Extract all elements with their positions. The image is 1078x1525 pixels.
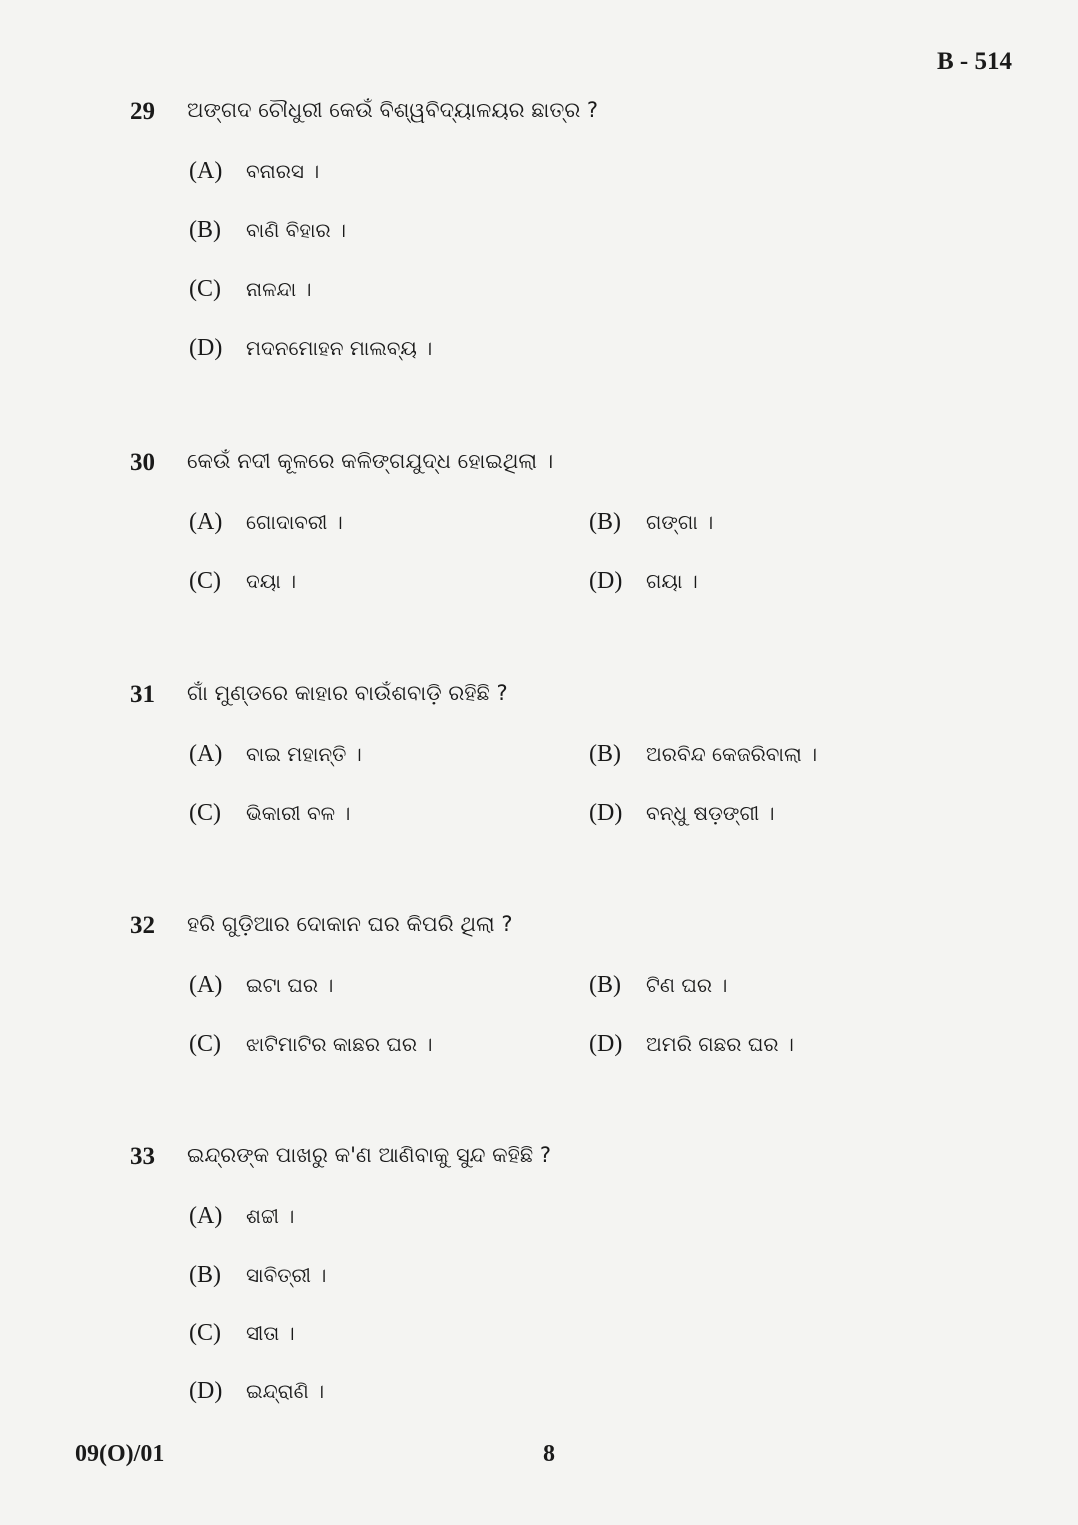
option-text: ବାଇ ମହାନ୍ତି ।	[246, 742, 362, 766]
exam-code: 09(O)/01	[75, 1441, 165, 1467]
option-label: (C)	[189, 568, 221, 594]
option-text: ନାଳନ୍ଦା ।	[246, 277, 312, 301]
option-text: ଅରବିନ୍ଦ କେଜରିବାଲା ।	[646, 742, 818, 766]
question-text: ହରି ଗୁଡ଼ିଆର ଦୋକାନ ଘର କିପରି ଥିଲା ?	[187, 912, 513, 936]
option-label: (D)	[589, 1031, 623, 1057]
option-text: ଦୟା ।	[246, 569, 297, 593]
option-text: ଭିକାରୀ ବଳ ।	[246, 801, 351, 825]
option-label: (B)	[589, 972, 621, 998]
option-text: ବନ୍ଧୁ ଷଡ଼ଙ୍ଗୀ ।	[646, 801, 775, 825]
option-label: (B)	[189, 1262, 221, 1288]
option-text: ମଦନମୋହନ ମାଲବ୍ୟ ।	[246, 336, 433, 360]
option-label: (C)	[189, 800, 221, 826]
option-label: (B)	[189, 217, 221, 243]
option-label: (D)	[189, 1378, 223, 1404]
option-text: ଅମରି ଗଛର ଘର ।	[646, 1032, 794, 1056]
option-label: (A)	[189, 741, 223, 767]
option-label: (A)	[189, 509, 223, 535]
question-text: ଇନ୍ଦ୍ରଙ୍କ ପାଖରୁ କ'ଣ ଆଣିବାକୁ ସୁନ୍ଦ କହିଛି ?	[187, 1143, 552, 1167]
option-label: (C)	[189, 1320, 221, 1346]
option-label: (C)	[189, 276, 221, 302]
option-text: ଇନ୍ଦ୍ରାଣି ।	[246, 1379, 325, 1403]
question-text: ଗାଁ ମୁଣ୍ଡରେ କାହାର ବାଉଁଶବାଡ଼ି ରହିଛି ?	[187, 681, 508, 705]
option-label: (B)	[589, 509, 621, 535]
option-text: ସାବିତ୍ରୀ ।	[246, 1263, 327, 1287]
option-label: (D)	[189, 335, 223, 361]
option-label: (A)	[189, 158, 223, 184]
option-text: ଝାଟିମାଟିର କାଛର ଘର ।	[246, 1032, 433, 1056]
option-text: ଗଙ୍ଗା ।	[646, 510, 714, 534]
question-number: 29	[130, 98, 155, 125]
question-number: 30	[130, 449, 155, 476]
question-number: 31	[130, 681, 155, 708]
option-text: ବନାରସ ।	[246, 159, 320, 183]
paper-code: B - 514	[937, 48, 1012, 75]
option-text: ଶଚ୍ଚୀ ।	[246, 1204, 295, 1228]
question-text: ଅଙ୍ଗଦ ଚୌଧୁରୀ କେଉଁ ବିଶ୍ୱବିଦ୍ୟାଳୟର ଛାତ୍ର ?	[187, 98, 599, 122]
page-number: 8	[543, 1441, 555, 1467]
option-label: (D)	[589, 800, 623, 826]
option-label: (A)	[189, 1203, 223, 1229]
question-number: 32	[130, 912, 155, 939]
question-text: କେଉଁ ନଦୀ କୂଳରେ କଳିଙ୍ଗଯୁଦ୍ଧ ହୋଇଥିଲା ।	[187, 449, 554, 473]
option-label: (D)	[589, 568, 623, 594]
option-label: (B)	[589, 741, 621, 767]
option-text: ଇଟା ଘର ।	[246, 973, 334, 997]
option-label: (A)	[189, 972, 223, 998]
option-text: ସୀତା ।	[246, 1321, 295, 1345]
option-text: ବାଣି ବିହାର ।	[246, 218, 347, 242]
option-label: (C)	[189, 1031, 221, 1057]
option-text: ଟିଣ ଘର ।	[646, 973, 728, 997]
option-text: ଗୟା ।	[646, 569, 698, 593]
question-number: 33	[130, 1143, 155, 1170]
option-text: ଗୋଦାବରୀ ।	[246, 510, 343, 534]
